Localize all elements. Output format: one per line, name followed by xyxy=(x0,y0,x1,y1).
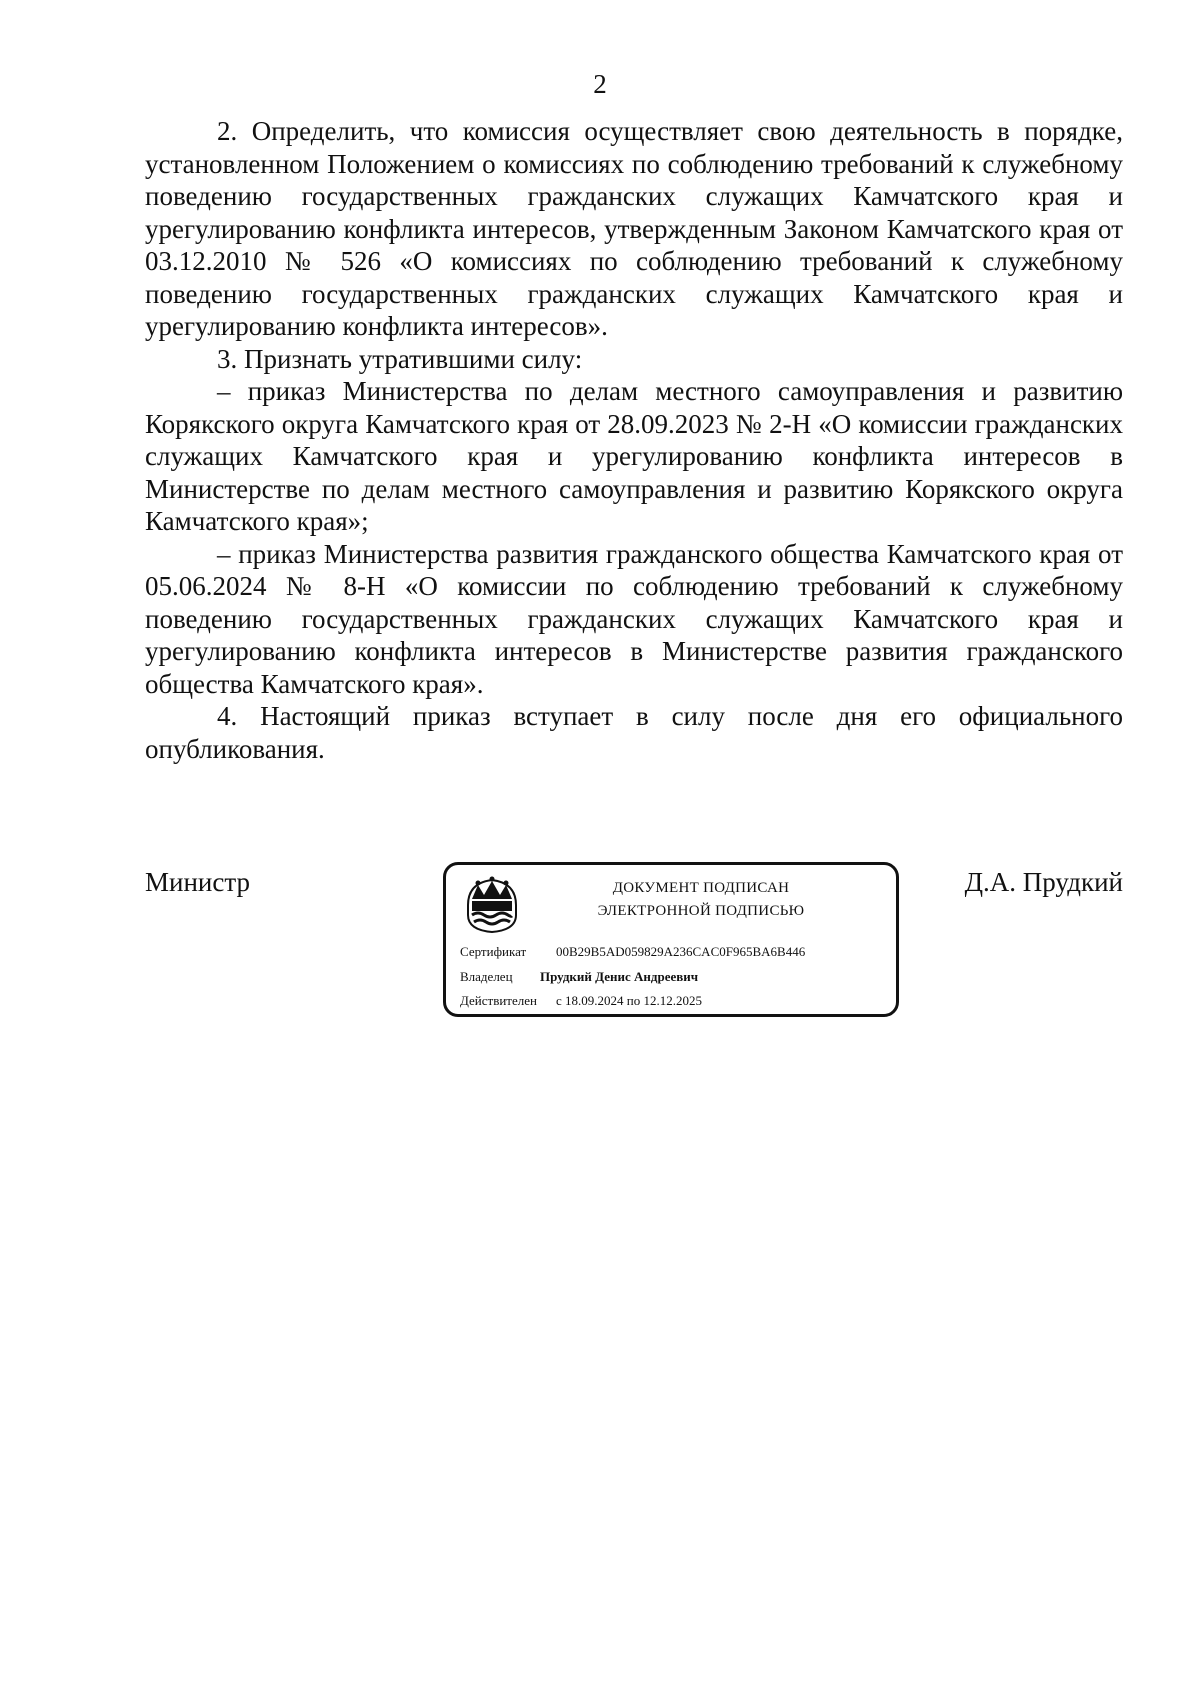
signatory-name: Д.А. Прудкий xyxy=(964,867,1123,897)
stamp-validity-row xyxy=(460,992,702,1010)
validity-label: Действителен xyxy=(460,993,537,1008)
stamp-owner-row xyxy=(460,968,698,986)
certificate-value: 00B29B5AD059829A236CAC0F965BA6B446 xyxy=(556,944,806,959)
paragraph-repeal-heading: 3. Признать утратившими силу: xyxy=(217,343,583,374)
validity-value: с 18.09.2024 по 12.12.2025 xyxy=(556,993,702,1008)
page-number: 2 xyxy=(593,69,607,99)
paragraph-entry-into-force: 4. Настоящий приказ вступает в силу после дня его официального опубликования. xyxy=(145,701,1123,764)
stamp-header-line1: ДОКУМЕНТ ПОДПИСАН xyxy=(612,880,790,896)
signatory-title: Министр xyxy=(145,867,250,897)
kamchatka-coat-of-arms-icon xyxy=(464,875,520,933)
stamp-header xyxy=(546,877,856,923)
electronic-signature-stamp xyxy=(443,862,899,1017)
paragraph-repeal-item-1: – приказ Министерства по делам местного самоуправления и развитию Корякского округа Камчатского края от 28.09.2023 № 2-Н «О комиссии гражданских служащих Камчатского края и урегулированию конфликта интересов в Министерстве по делам местного самоуправления и развитию Корякского округа Камчатского края»; xyxy=(145,376,1123,536)
owner-label: Владелец xyxy=(460,969,513,984)
stamp-header-line2: ЭЛЕКТРОННОЙ ПОДПИСЬЮ xyxy=(597,903,805,919)
paragraph-commission-procedure: 2. Определить, что комиссия осуществляет свою деятельность в порядке, установленном Положением о комиссиях по соблюдению требований к служебному поведению государственных гражданских служащих Камчатского края и урегулированию конфликта интересов, утвержденным Законом Камчатского края от 03.12.2010 № 526 «О комиссиях по соблюдению требований к служебному поведению государственных гражданских служащих Камчатского края и урегулированию конфликта интересов». xyxy=(145,116,1123,341)
stamp-certificate-row xyxy=(460,943,805,961)
certificate-label: Сертификат xyxy=(460,944,527,959)
owner-value: Прудкий Денис Андреевич xyxy=(540,969,699,984)
document-body xyxy=(145,115,1123,765)
paragraph-repeal-item-2: – приказ Министерства развития гражданского общества Камчатского края от 05.06.2024 № 8-Н «О комиссии по соблюдению требований к служебному поведению государственных гражданских служащих Камчатского края и урегулированию конфликта интересов в Министерстве развития гражданского общества Камчатского края». xyxy=(145,538,1123,699)
